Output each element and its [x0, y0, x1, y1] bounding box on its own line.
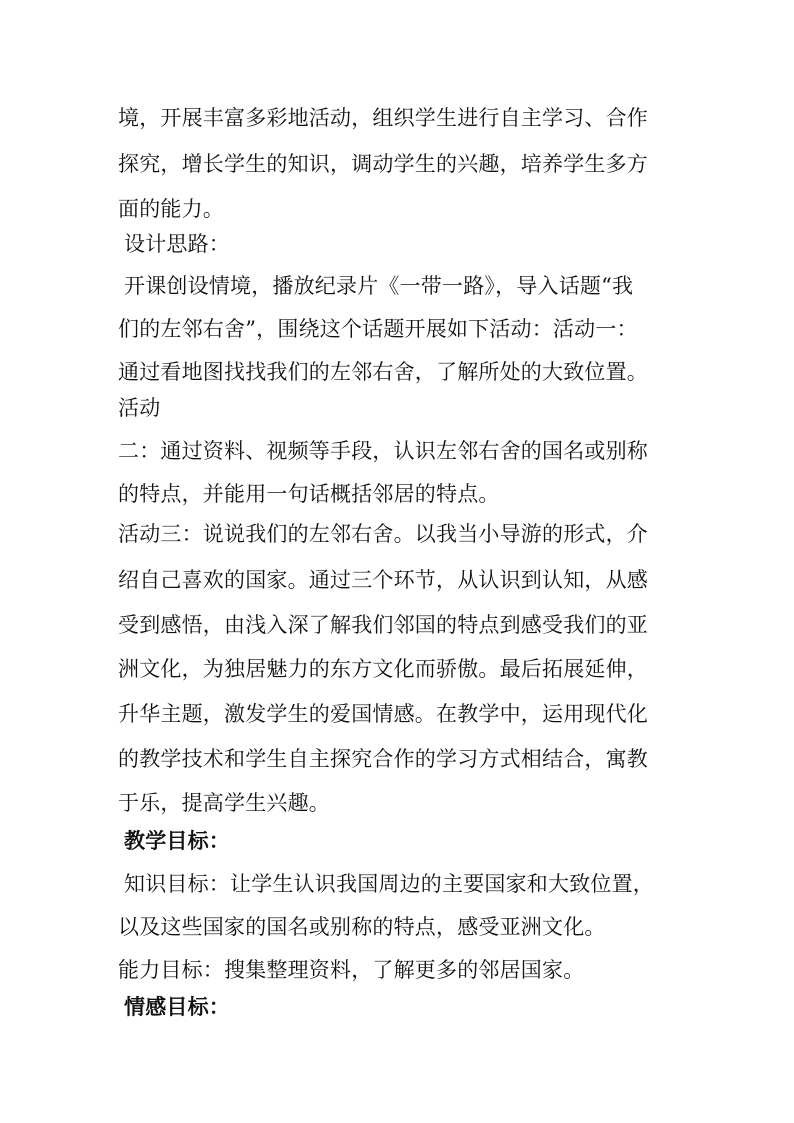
text-line: 们的左邻右舍”，围绕这个话题开展如下活动：活动一： — [118, 317, 638, 341]
section-heading-emotion: 情感目标： — [124, 994, 230, 1019]
text-line: 知识目标：让学生认识我国周边的主要国家和大致位置， — [124, 872, 654, 896]
text-line: 受到感悟，由浅入深了解我们邻国的特点到感受我们的亚 — [118, 613, 648, 637]
text-line: 面的能力。 — [118, 197, 224, 221]
text-line: 通过看地图找找我们的左邻右舍，了解所处的大致位置。 — [118, 360, 648, 384]
text-line: 境，开展丰富多彩地活动，组织学生进行自主学习、合作 — [118, 106, 648, 130]
text-line: 的特点，并能用一句话概括邻居的特点。 — [118, 482, 500, 506]
text-line: 开课创设情境，播放纪录片《一带一路》，导入话题“我 — [124, 274, 634, 298]
text-line: 活动三：说说我们的左邻右舍。以我当小导游的形式，介 — [118, 522, 648, 546]
section-heading-objectives: 教学目标： — [124, 828, 230, 853]
text-line: 以及这些国家的国名或别称的特点，感受亚洲文化。 — [118, 915, 606, 939]
text-line: 于乐，提高学生兴趣。 — [118, 791, 330, 815]
text-line: 升华主题，激发学生的爱国情感。在教学中，运用现代化 — [118, 702, 648, 726]
text-line: 探究，增长学生的知识，调动学生的兴趣，培养学生多方 — [118, 152, 648, 176]
text-line: 绍自己喜欢的国家。通过三个环节，从认识到认知，从感 — [118, 568, 648, 592]
text-line: 二：通过资料、视频等手段，认识左邻右舍的国名或别称 — [118, 439, 648, 463]
text-line: 的教学技术和学生自主探究合作的学习方式相结合，寓教 — [118, 747, 648, 771]
section-heading-design: 设计思路： — [124, 232, 230, 256]
text-line: 活动 — [118, 396, 161, 420]
text-line: 洲文化，为独居魅力的东方文化而骄傲。最后拓展延伸， — [118, 657, 648, 681]
text-line: 能力目标：搜集整理资料，了解更多的邻居国家。 — [118, 958, 585, 982]
